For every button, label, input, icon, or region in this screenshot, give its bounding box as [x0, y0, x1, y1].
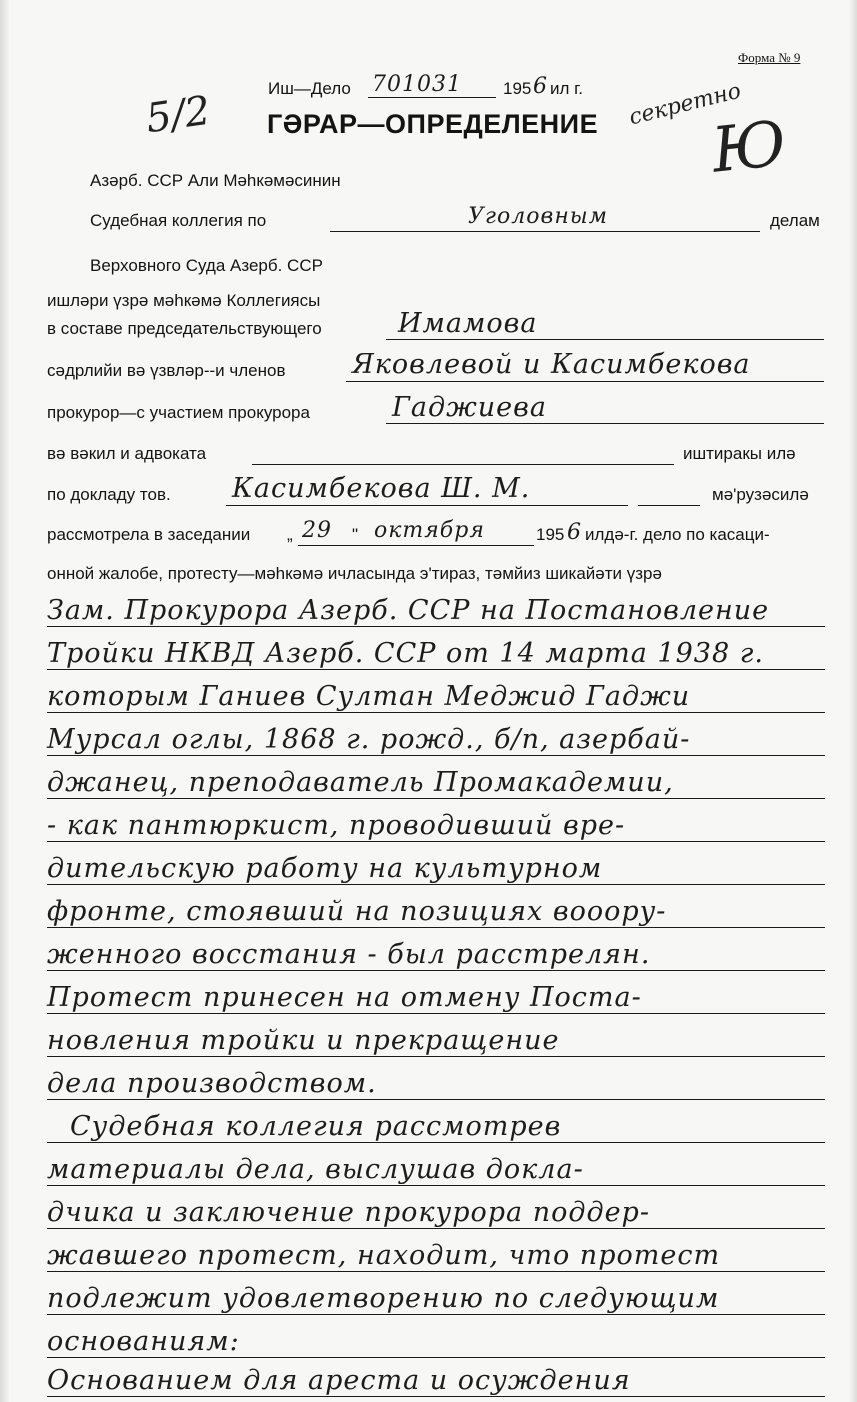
court-line-2-rule [330, 231, 760, 232]
session-label: рассмотрела в заседании [47, 525, 251, 544]
body-line: Мурсал оглы, 1868 г. рожд., б/п, азербай- [47, 724, 691, 755]
session-suffix: илдә-г. дело по касаци- [585, 525, 770, 544]
session-quote-close: " [352, 525, 359, 544]
body-line: Протест принесен на отмену Поста- [47, 982, 642, 1013]
report-rule [226, 505, 628, 506]
body-rule [47, 927, 825, 928]
court-line-3: Верховного Суда Азерб. ССР [90, 256, 323, 275]
scan-edge-right [849, 0, 857, 1402]
members-value: Яковлевой и Касимбекова [352, 349, 751, 380]
session-year-prefix: 195 [536, 525, 565, 544]
form-number: Форма № 9 [738, 50, 801, 65]
body-rule [47, 669, 825, 670]
body-rule [47, 841, 825, 842]
advocate-suffix: иштиракы илә [683, 444, 796, 463]
case-number-rule [368, 97, 496, 98]
body-line: новления тройки и прекращение [47, 1025, 560, 1056]
report-label: по докладу тов. [47, 485, 171, 504]
body-line: материалы дела, выслушав докла- [47, 1154, 584, 1185]
body-rule [47, 1314, 825, 1315]
body-rule [47, 798, 825, 799]
report-value: Касимбекова Ш. М. [232, 473, 531, 504]
chair-value: Имамова [398, 308, 538, 339]
body-rule [47, 1357, 825, 1358]
body-rule [47, 1185, 825, 1186]
body-rule [47, 1013, 825, 1014]
case-year-digit: 6 [533, 74, 548, 99]
body-line: основаниям: [47, 1326, 240, 1357]
court-line-2-suffix: делам [770, 211, 820, 230]
case-number: 701031 [372, 72, 462, 97]
body-line: подлежит удовлетворению по следующим [47, 1283, 720, 1314]
body-line: джанец, преподаватель Промакадемии, [47, 767, 674, 798]
case-prefix: Иш—Дело [268, 79, 351, 98]
members-label: сәдрлийи вә үзвләр--и членов [47, 361, 286, 380]
prosecutor-value: Гаджиева [392, 392, 547, 423]
body-rule [47, 970, 825, 971]
body-rule [47, 1099, 825, 1100]
margin-sign: Ю [708, 106, 790, 187]
body-line: дчика и заключение прокурора поддер- [47, 1197, 650, 1228]
scan-edge-left [0, 0, 10, 1402]
margin-note: секретно [626, 78, 744, 131]
session-quote-open: „ [287, 525, 293, 544]
body-rule [47, 755, 825, 756]
court-line-2-prefix: Судебная коллегия по [90, 211, 267, 230]
report-rule-2 [638, 505, 700, 506]
prosecutor-label: прокурор—с участием прокурора [47, 403, 310, 422]
chair-label: в составе председательствующего [47, 319, 322, 338]
court-line-2-value: Уголовным [468, 204, 608, 229]
body-line: фронте, стоявший на позициях вооору- [47, 896, 667, 927]
session-year-digit: 6 [567, 520, 582, 545]
body-line: Зам. Прокурора Азерб. ССР на Постановление [47, 595, 770, 626]
body-rule [47, 1142, 825, 1143]
session-month: октября [374, 518, 485, 543]
body-rule [47, 1228, 825, 1229]
advocate-label: вә вәкил и адвоката [47, 444, 207, 463]
session-day: 29 [302, 518, 332, 543]
body-line: дела производством. [47, 1068, 377, 1099]
case-suffix: ил г. [550, 79, 583, 98]
body-line: Тройки НКВД Азерб. ССР от 14 марта 1938 г. [47, 638, 764, 669]
body-line: Судебная коллегия рассмотрев [70, 1111, 562, 1142]
body-rule [47, 1396, 825, 1397]
page-title: ГƏРАР—ОПРЕДЕЛЕНИЕ [267, 109, 599, 139]
body-line: женного восстания - был расстрелян. [47, 939, 651, 970]
body-rule [47, 626, 825, 627]
members-rule [346, 381, 824, 382]
chair-rule [386, 339, 824, 340]
body-rule [47, 1056, 825, 1057]
case-year-prefix: 195 [503, 79, 532, 98]
court-line-4: ишләри үзрә мәһкәмә Коллегиясы [47, 291, 321, 310]
body-rule [47, 884, 825, 885]
body-line: жавшего протест, находит, что протест [47, 1240, 721, 1271]
body-line: - как пантюркист, проводивший вре- [47, 810, 626, 841]
body-line: дительскую работу на культурном [47, 853, 603, 884]
session-line-2: онной жалобе, протесту—мәһкәмә ичласында э'тираз, тәмйиз шикайәти үзрә [47, 564, 662, 583]
advocate-rule [252, 464, 674, 465]
body-rule [47, 1271, 825, 1272]
body-line: которым Ганиев Султан Меджид Гаджи [47, 681, 691, 712]
report-suffix: мә'рузәсилә [712, 485, 809, 504]
court-line-1: Азәрб. ССР Али Мәһкәмәсинин [90, 171, 341, 190]
prosecutor-rule [386, 423, 824, 424]
margin-fraction: 5/2 [143, 87, 214, 143]
body-line: Основанием для ареста и осуждения [47, 1365, 631, 1396]
session-rule [298, 545, 534, 546]
body-rule [47, 712, 825, 713]
